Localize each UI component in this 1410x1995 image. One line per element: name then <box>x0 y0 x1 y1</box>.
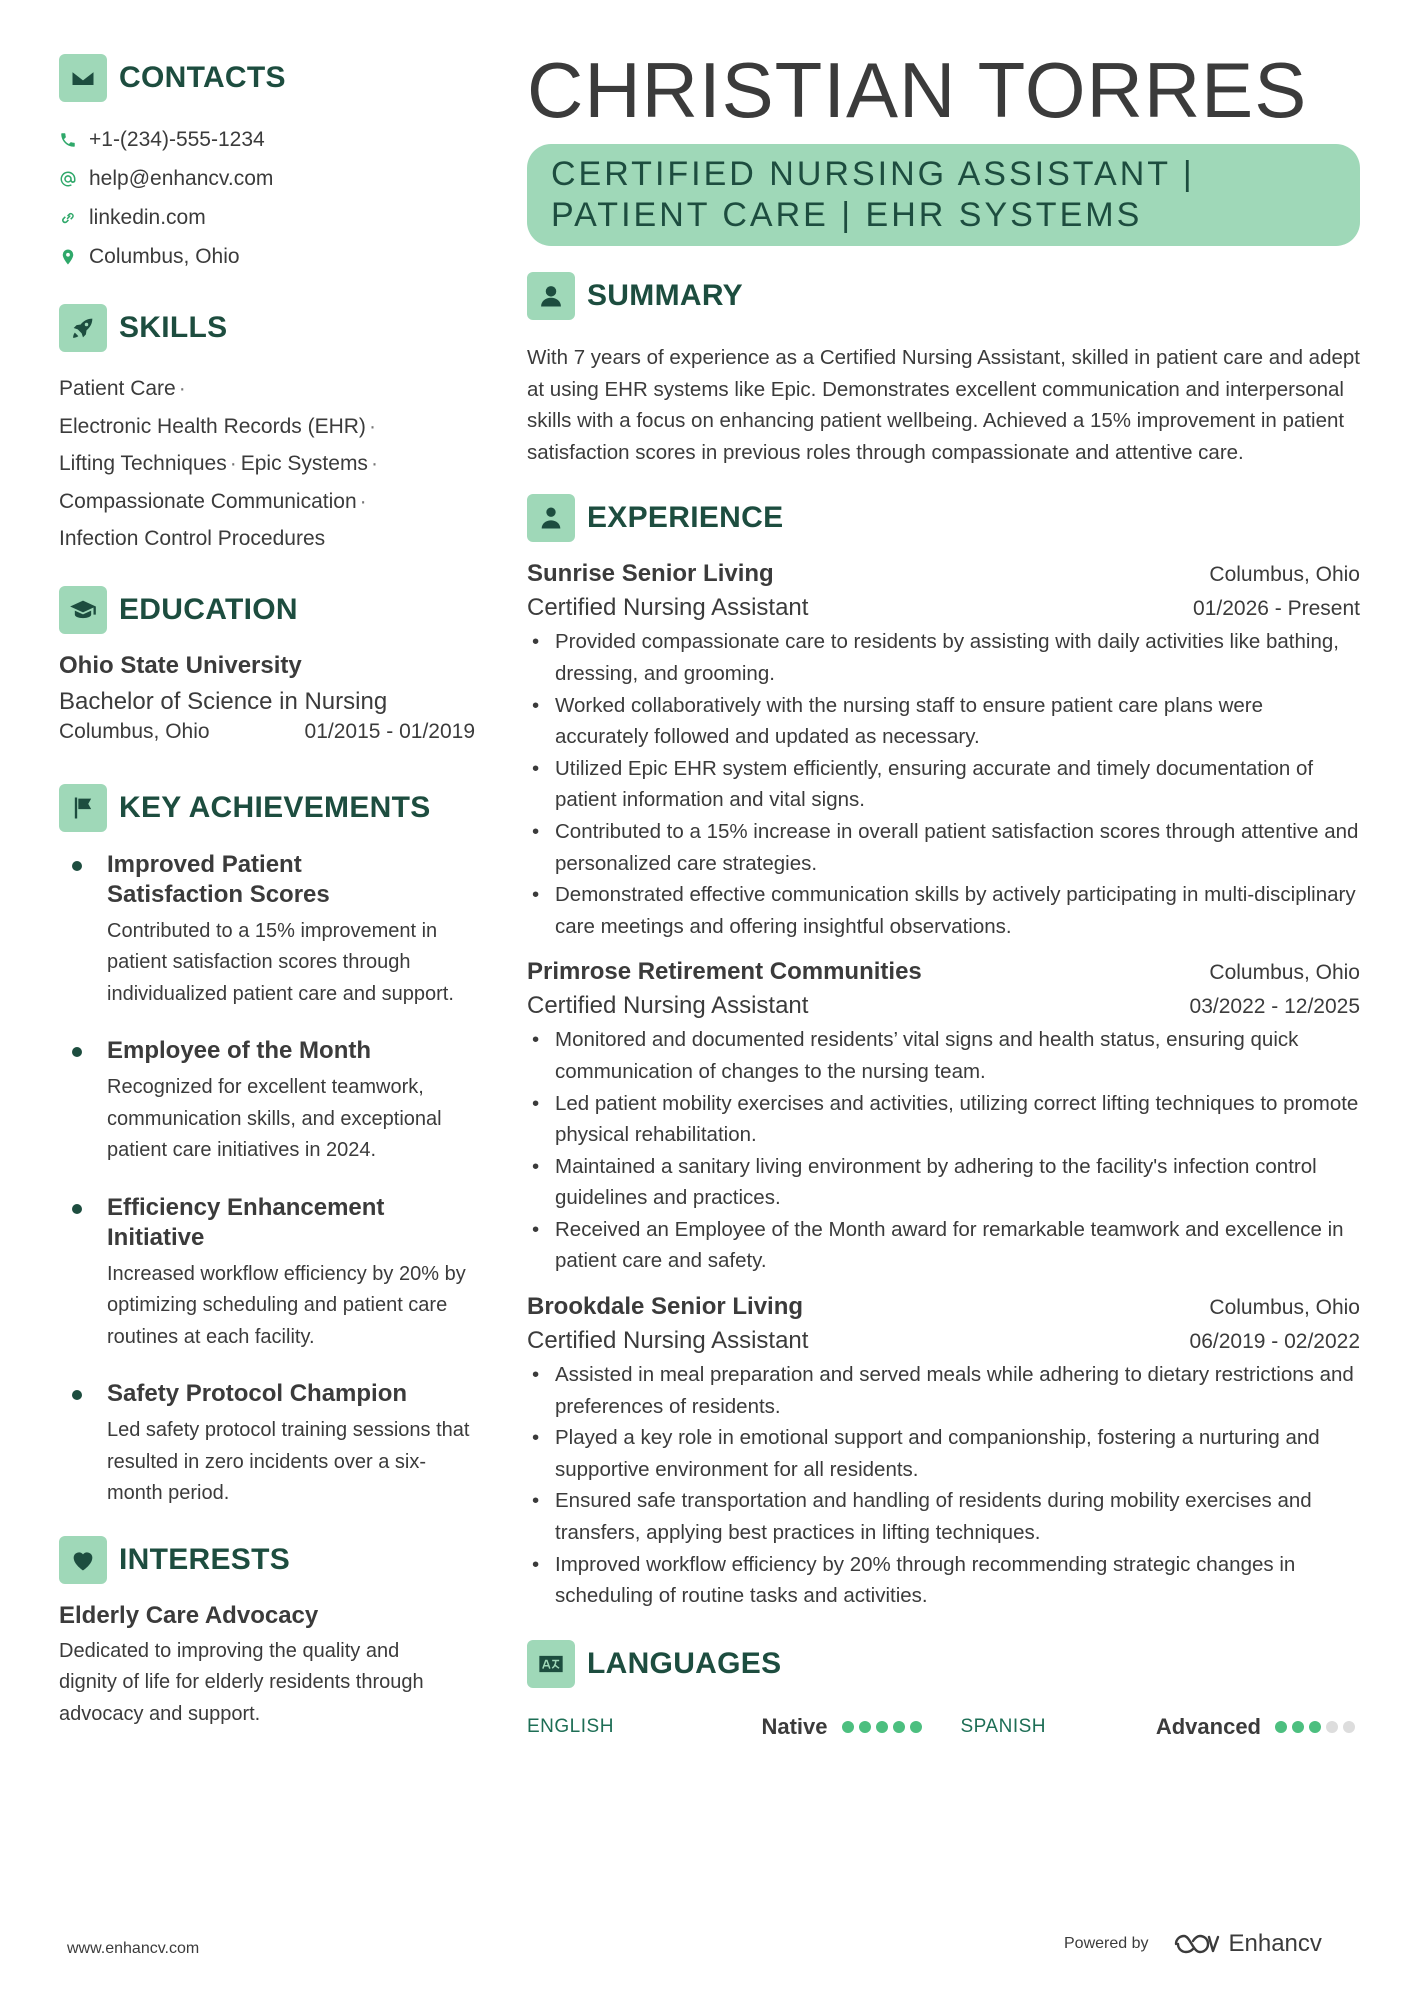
job-dates: 03/2022 - 12/2025 <box>1189 995 1360 1019</box>
job-bullets <box>527 1024 1360 1277</box>
skill-line <box>59 520 479 558</box>
achievement-desc: Increased workflow efficiency by 20% by optimizing scheduling and patient care routines at each facility. <box>107 1262 466 1348</box>
job-location: Columbus, Ohio <box>1209 961 1360 985</box>
at-icon <box>59 170 89 188</box>
link-icon <box>59 209 89 227</box>
footer-brand <box>1064 1930 1322 1958</box>
edu-meta <box>59 720 475 744</box>
interest-title: Elderly Care Advocacy <box>59 1601 319 1629</box>
contact-location <box>59 237 479 276</box>
achievement-title: Safety Protocol Champion <box>107 1380 408 1407</box>
edu-school: Ohio State University <box>59 651 302 679</box>
experience-section <box>527 494 1360 1611</box>
skill-line <box>59 370 479 408</box>
job-subheader-row <box>527 1321 1360 1355</box>
contact-phone <box>59 120 479 159</box>
rating-dot-filled <box>1309 1721 1321 1733</box>
job-role: Certified Nursing Assistant <box>527 594 809 622</box>
achievement-desc: Recognized for excellent teamwork, communication skills, and exceptional patient care initiatives in 2024. <box>107 1076 442 1161</box>
brand-name: Enhancv <box>1228 1930 1322 1957</box>
title-line-1: CERTIFIED NURSING ASSISTANT | <box>551 155 1195 193</box>
rating-dot-filled <box>1292 1721 1304 1733</box>
rating-dot-filled <box>876 1721 888 1733</box>
contact-linkedin <box>59 198 479 237</box>
education-section <box>59 586 479 744</box>
skill-line <box>59 483 479 521</box>
enhancv-logo[interactable] <box>1173 1930 1322 1958</box>
linkedin-text[interactable]: linkedin.com <box>89 205 206 229</box>
achievements-list <box>59 850 479 1510</box>
interests-title: INTERESTS <box>119 1542 291 1576</box>
skill-item: Epic Systems <box>240 452 368 475</box>
job-bullet: • Played a key role in emotional support and companionship, fostering a nurturing and supportive environment for all residents. <box>527 1422 1360 1485</box>
rating-dot-filled <box>893 1721 905 1733</box>
title-banner <box>527 144 1360 246</box>
languages-section <box>527 1640 1360 1740</box>
skill-separator: · <box>359 489 367 513</box>
education-title: EDUCATION <box>119 592 298 626</box>
language-name: ENGLISH <box>527 1715 614 1737</box>
bullet-dot <box>72 1390 82 1400</box>
job-company: Primrose Retirement Communities <box>527 958 922 986</box>
skill-separator: · <box>229 452 237 475</box>
interests-section <box>59 1536 479 1731</box>
language-level-group <box>761 1714 926 1740</box>
job-location: Columbus, Ohio <box>1209 563 1360 587</box>
skill-separator: · <box>368 414 376 438</box>
achievement-desc: Led safety protocol training sessions that resulted in zero incidents over a six-month period. <box>107 1419 470 1504</box>
phone-text[interactable]: +1-(234)-555-1234 <box>89 127 265 151</box>
job-bullets <box>527 626 1360 942</box>
skill-item: Infection Control Procedures <box>59 527 326 550</box>
language-rating <box>842 1721 927 1733</box>
contact-email <box>59 159 479 198</box>
powered-by-label: Powered by <box>1064 1935 1149 1952</box>
job-bullet: • Worked collaboratively with the nursing staff to ensure patient care plans were accurately followed and updated as necessary. <box>527 690 1360 753</box>
edu-degree: Bachelor of Science in Nursing <box>59 687 388 715</box>
left-column <box>59 54 479 1730</box>
achievement-title: Efficiency Enhancement Initiative <box>107 1193 385 1251</box>
job-subheader-row <box>527 588 1360 622</box>
job-header-row <box>527 1293 1360 1321</box>
bullet-dot <box>72 1204 82 1214</box>
language-item <box>527 1714 927 1740</box>
rating-dot-filled <box>859 1721 871 1733</box>
job-bullet: • Improved workflow efficiency by 20% through recommending strategic changes in scheduling of routine tasks and activities. <box>527 1549 1360 1612</box>
job-role: Certified Nursing Assistant <box>527 1327 809 1355</box>
rocket-icon <box>59 304 107 352</box>
rating-dot-filled <box>842 1721 854 1733</box>
job-company: Brookdale Senior Living <box>527 1293 804 1321</box>
skills-list <box>59 370 479 558</box>
skill-separator: · <box>178 377 186 400</box>
job-entry <box>527 1293 1360 1612</box>
rating-dot-filled <box>910 1721 922 1733</box>
candidate-name: CHRISTIAN TORRES <box>527 46 1308 134</box>
job-bullet: • Ensured safe transportation and handling of residents during mobility exercises and transfers, applying best practices in lifting techniques. <box>527 1485 1360 1548</box>
skill-line <box>59 445 479 483</box>
job-role: Certified Nursing Assistant <box>527 992 809 1020</box>
skill-item: Patient Care <box>59 377 176 400</box>
job-bullet: • Contributed to a 15% increase in overall patient satisfaction scores through attentive and personalized care strategies. <box>527 816 1360 879</box>
enhancv-logo-icon <box>1173 1931 1221 1957</box>
achievement-item <box>59 850 479 1011</box>
job-location: Columbus, Ohio <box>1209 1296 1360 1320</box>
language-level: Native <box>761 1713 828 1739</box>
job-bullet: • Assisted in meal preparation and served meals while adhering to dietary restrictions and preferences of residents. <box>527 1359 1360 1422</box>
achievement-title: Improved Patient Satisfaction Scores <box>107 850 330 908</box>
job-bullets <box>527 1359 1360 1612</box>
job-company: Sunrise Senior Living <box>527 560 774 588</box>
phone-icon <box>59 131 89 149</box>
location-pin-icon <box>59 248 89 266</box>
interests-header <box>59 1536 479 1584</box>
edu-dates: 01/2015 - 01/2019 <box>304 719 475 743</box>
footer-website[interactable]: www.enhancv.com <box>67 1940 200 1957</box>
bullet-dot <box>72 861 82 871</box>
job-bullet: • Demonstrated effective communication skills by actively participating in multi-disciplinary care meetings and offering insightful observations. <box>527 879 1360 942</box>
achievement-item <box>59 1379 479 1510</box>
job-entry <box>527 560 1360 942</box>
location-text: Columbus, Ohio <box>89 244 240 268</box>
achievements-title: KEY ACHIEVEMENTS <box>119 790 431 824</box>
achievement-item <box>59 1036 479 1167</box>
skill-line <box>59 408 479 446</box>
envelope-icon <box>59 54 107 102</box>
achievements-section <box>59 784 479 1510</box>
edu-location: Columbus, Ohio <box>59 719 210 743</box>
languages-header <box>527 1640 1360 1688</box>
summary-title: SUMMARY <box>587 279 743 312</box>
language-icon <box>527 1640 575 1688</box>
user-icon <box>527 272 575 320</box>
summary-text: With 7 years of experience as a Certified Nursing Assistant, skilled in patient care and adept at using EHR systems like Epic. Demonstrates excellent communication and interpersonal skills with a focus on enhancing patient wellbeing. Achieved a 15% improvement in patient satisfaction scores in previous roles through compassionate and attentive care. <box>527 346 1360 464</box>
title-line-2: PATIENT CARE | EHR SYSTEMS <box>551 196 1143 234</box>
language-item <box>961 1714 1361 1740</box>
language-name: SPANISH <box>960 1715 1047 1737</box>
contacts-header <box>59 54 479 102</box>
skills-section <box>59 304 479 558</box>
languages-title: LANGUAGES <box>587 1646 782 1680</box>
job-bullet: • Led patient mobility exercises and activities, utilizing correct lifting techniques to promote physical rehabilitation. <box>527 1088 1360 1151</box>
job-dates: 01/2026 - Present <box>1193 597 1360 621</box>
job-header-row <box>527 958 1360 986</box>
contacts-section <box>59 54 479 276</box>
skill-separator: · <box>370 452 378 475</box>
rating-dot-filled <box>1275 1721 1287 1733</box>
skill-item: Compassionate Communication <box>59 489 357 513</box>
achievement-desc: Contributed to a 15% improvement in patient satisfaction scores through individualized patient care and support. <box>107 919 454 1005</box>
skill-item: Electronic Health Records (EHR) <box>59 414 366 438</box>
job-dates: 06/2019 - 02/2022 <box>1189 1330 1360 1354</box>
languages-list <box>527 1714 1360 1740</box>
skill-item: Lifting Techniques <box>59 452 227 475</box>
rating-dot-empty <box>1326 1721 1338 1733</box>
job-bullet: • Monitored and documented residents’ vital signs and health status, ensuring quick communication of changes to the nursing team. <box>527 1024 1360 1087</box>
experience-title: EXPERIENCE <box>587 501 784 535</box>
experience-header <box>527 494 1360 542</box>
job-subheader-row <box>527 986 1360 1020</box>
flag-icon <box>59 784 107 832</box>
skills-header <box>59 304 479 352</box>
interest-desc: Dedicated to improving the quality and dignity of life for elderly residents through advocacy and support. <box>59 1639 424 1725</box>
graduation-cap-icon <box>59 586 107 634</box>
language-rating <box>1275 1721 1360 1733</box>
job-bullet: • Received an Employee of the Month award for remarkable teamwork and excellence in patient care and safety. <box>527 1214 1360 1277</box>
briefcase-user-icon <box>527 494 575 542</box>
right-column <box>527 48 1360 1740</box>
job-entry <box>527 958 1360 1277</box>
language-level-group <box>1156 1714 1360 1740</box>
job-bullet: • Utilized Epic EHR system efficiently, ensuring accurate and timely documentation of patient information and vital signs. <box>527 753 1360 816</box>
summary-header <box>527 272 1360 320</box>
summary-section <box>527 272 1360 468</box>
achievement-item <box>59 1193 479 1354</box>
education-header <box>59 586 479 634</box>
contacts-title: CONTACTS <box>119 61 286 94</box>
email-text[interactable]: help@enhancv.com <box>89 166 274 190</box>
job-header-row <box>527 560 1360 588</box>
achievements-header <box>59 784 479 832</box>
heart-icon <box>59 1536 107 1584</box>
achievement-title: Employee of the Month <box>107 1037 371 1064</box>
job-bullet: • Maintained a sanitary living environment by adhering to the facility's infection control guidelines and practices. <box>527 1151 1360 1214</box>
job-bullet: • Provided compassionate care to residents by assisting with daily activities like bathing, dressing, and grooming. <box>527 626 1360 689</box>
bullet-dot <box>72 1047 82 1057</box>
language-level: Advanced <box>1155 1713 1261 1739</box>
rating-dot-empty <box>1343 1721 1355 1733</box>
skills-title: SKILLS <box>119 311 228 344</box>
